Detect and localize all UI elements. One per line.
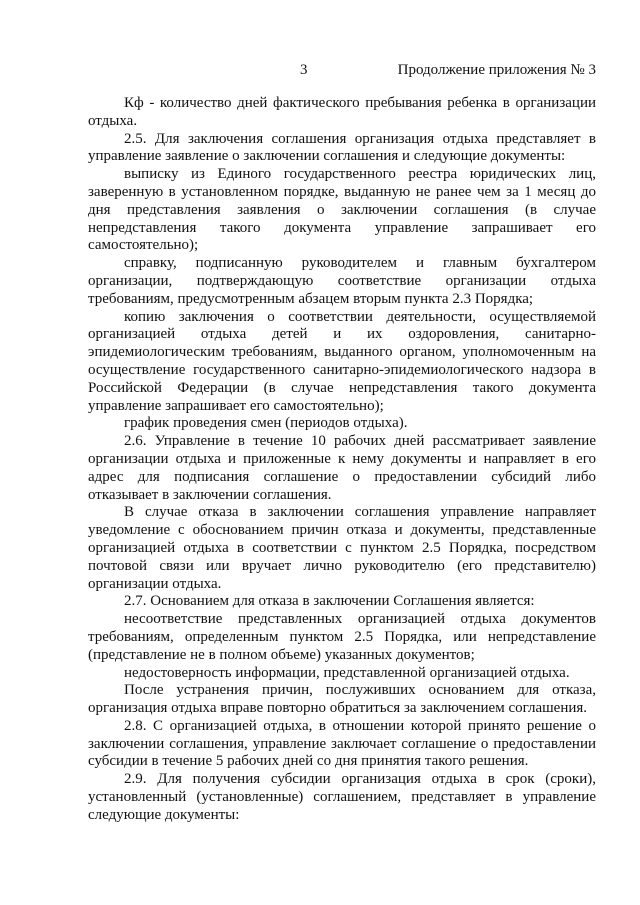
paragraph-reapply: После устранения причин, послуживших основанием для отказа, организация отдыха вправе повторно обратиться за заключением соглашения.	[88, 682, 596, 717]
list-item-sanitary-conclusion: копию заключения о соответствии деятельности, осуществляемой организацией отдыха детей и их оздоровления, санитарно-эпидемиологическим требованиям, выданного органом, уполномоченным на осуществление государственного санитарно-эпидемиологического надзора в Российской Федерации (в случае непредставления такого документа управление запрашивает его самостоятельно);	[88, 308, 596, 414]
paragraph-2-6: 2.6. Управление в течение 10 рабочих дней рассматривает заявление организации отдыха и приложенные к нему документы и направляет в его адрес для подписания соглашение о предоставлении субсидий либо отказывает в заключении соглашения.	[88, 433, 596, 503]
paragraph-refusal-notice: В случае отказа в заключении соглашения управление направляет уведомление с обоснованием причин отказа и документы, представленные организацией отдыха в соответствии с пунктом 2.5 Порядка, посредством почтовой связи или вручает лично руководителю (его представителю) организации отдыха.	[88, 504, 596, 592]
paragraph-2-8: 2.8. С организацией отдыха, в отношении которой принято решение о заключении соглашения, управление заключает соглашение о предоставлении субсидии в течение 5 рабочих дней со дня принятия такого решения.	[88, 717, 596, 770]
list-item-noncompliance: несоответствие представленных организацией отдыха документов требованиям, определенным пунктом 2.5 Порядка, или непредставление (представление не в полном объеме) указанных документов;	[88, 611, 596, 663]
document-body	[88, 95, 596, 825]
paragraph-kf-definition: Кф - количество дней фактического пребывания ребенка в организации отдыха.	[88, 95, 596, 129]
list-item-egrul-extract: выписку из Единого государственного реестра юридических лиц, заверенную в установленном порядке, выданную не ранее чем за 1 месяц до дня представления заявления о заключении соглашения (в случае непредставления такого документа управление запрашивает его самостоятельно);	[88, 166, 596, 254]
list-item-certificate: справку, подписанную руководителем и главным бухгалтером организации, подтверждающую соответствие организации отдыха требованиям, предусмотренным абзацем вторым пункта 2.3 Порядка;	[88, 255, 596, 307]
paragraph-2-7: 2.7. Основанием для отказа в заключении Соглашения является:	[124, 593, 535, 610]
list-item-shift-schedule: график проведения смен (периодов отдыха).	[124, 415, 408, 432]
appendix-continuation-label: Продолжение приложения № 3	[397, 62, 596, 78]
list-item-inaccuracy: недостоверность информации, представленной организацией отдыха.	[124, 664, 570, 681]
page-header	[0, 62, 640, 82]
page-number: 3	[300, 62, 308, 78]
paragraph-2-9: 2.9. Для получения субсидии организация отдыха в срок (сроки), установленный (установленные) соглашением, представляет в управление следующие документы:	[88, 771, 596, 823]
paragraph-2-5: 2.5. Для заключения соглашения организация отдыха представляет в управление заявление о заключении соглашения и следующие документы:	[88, 130, 596, 165]
